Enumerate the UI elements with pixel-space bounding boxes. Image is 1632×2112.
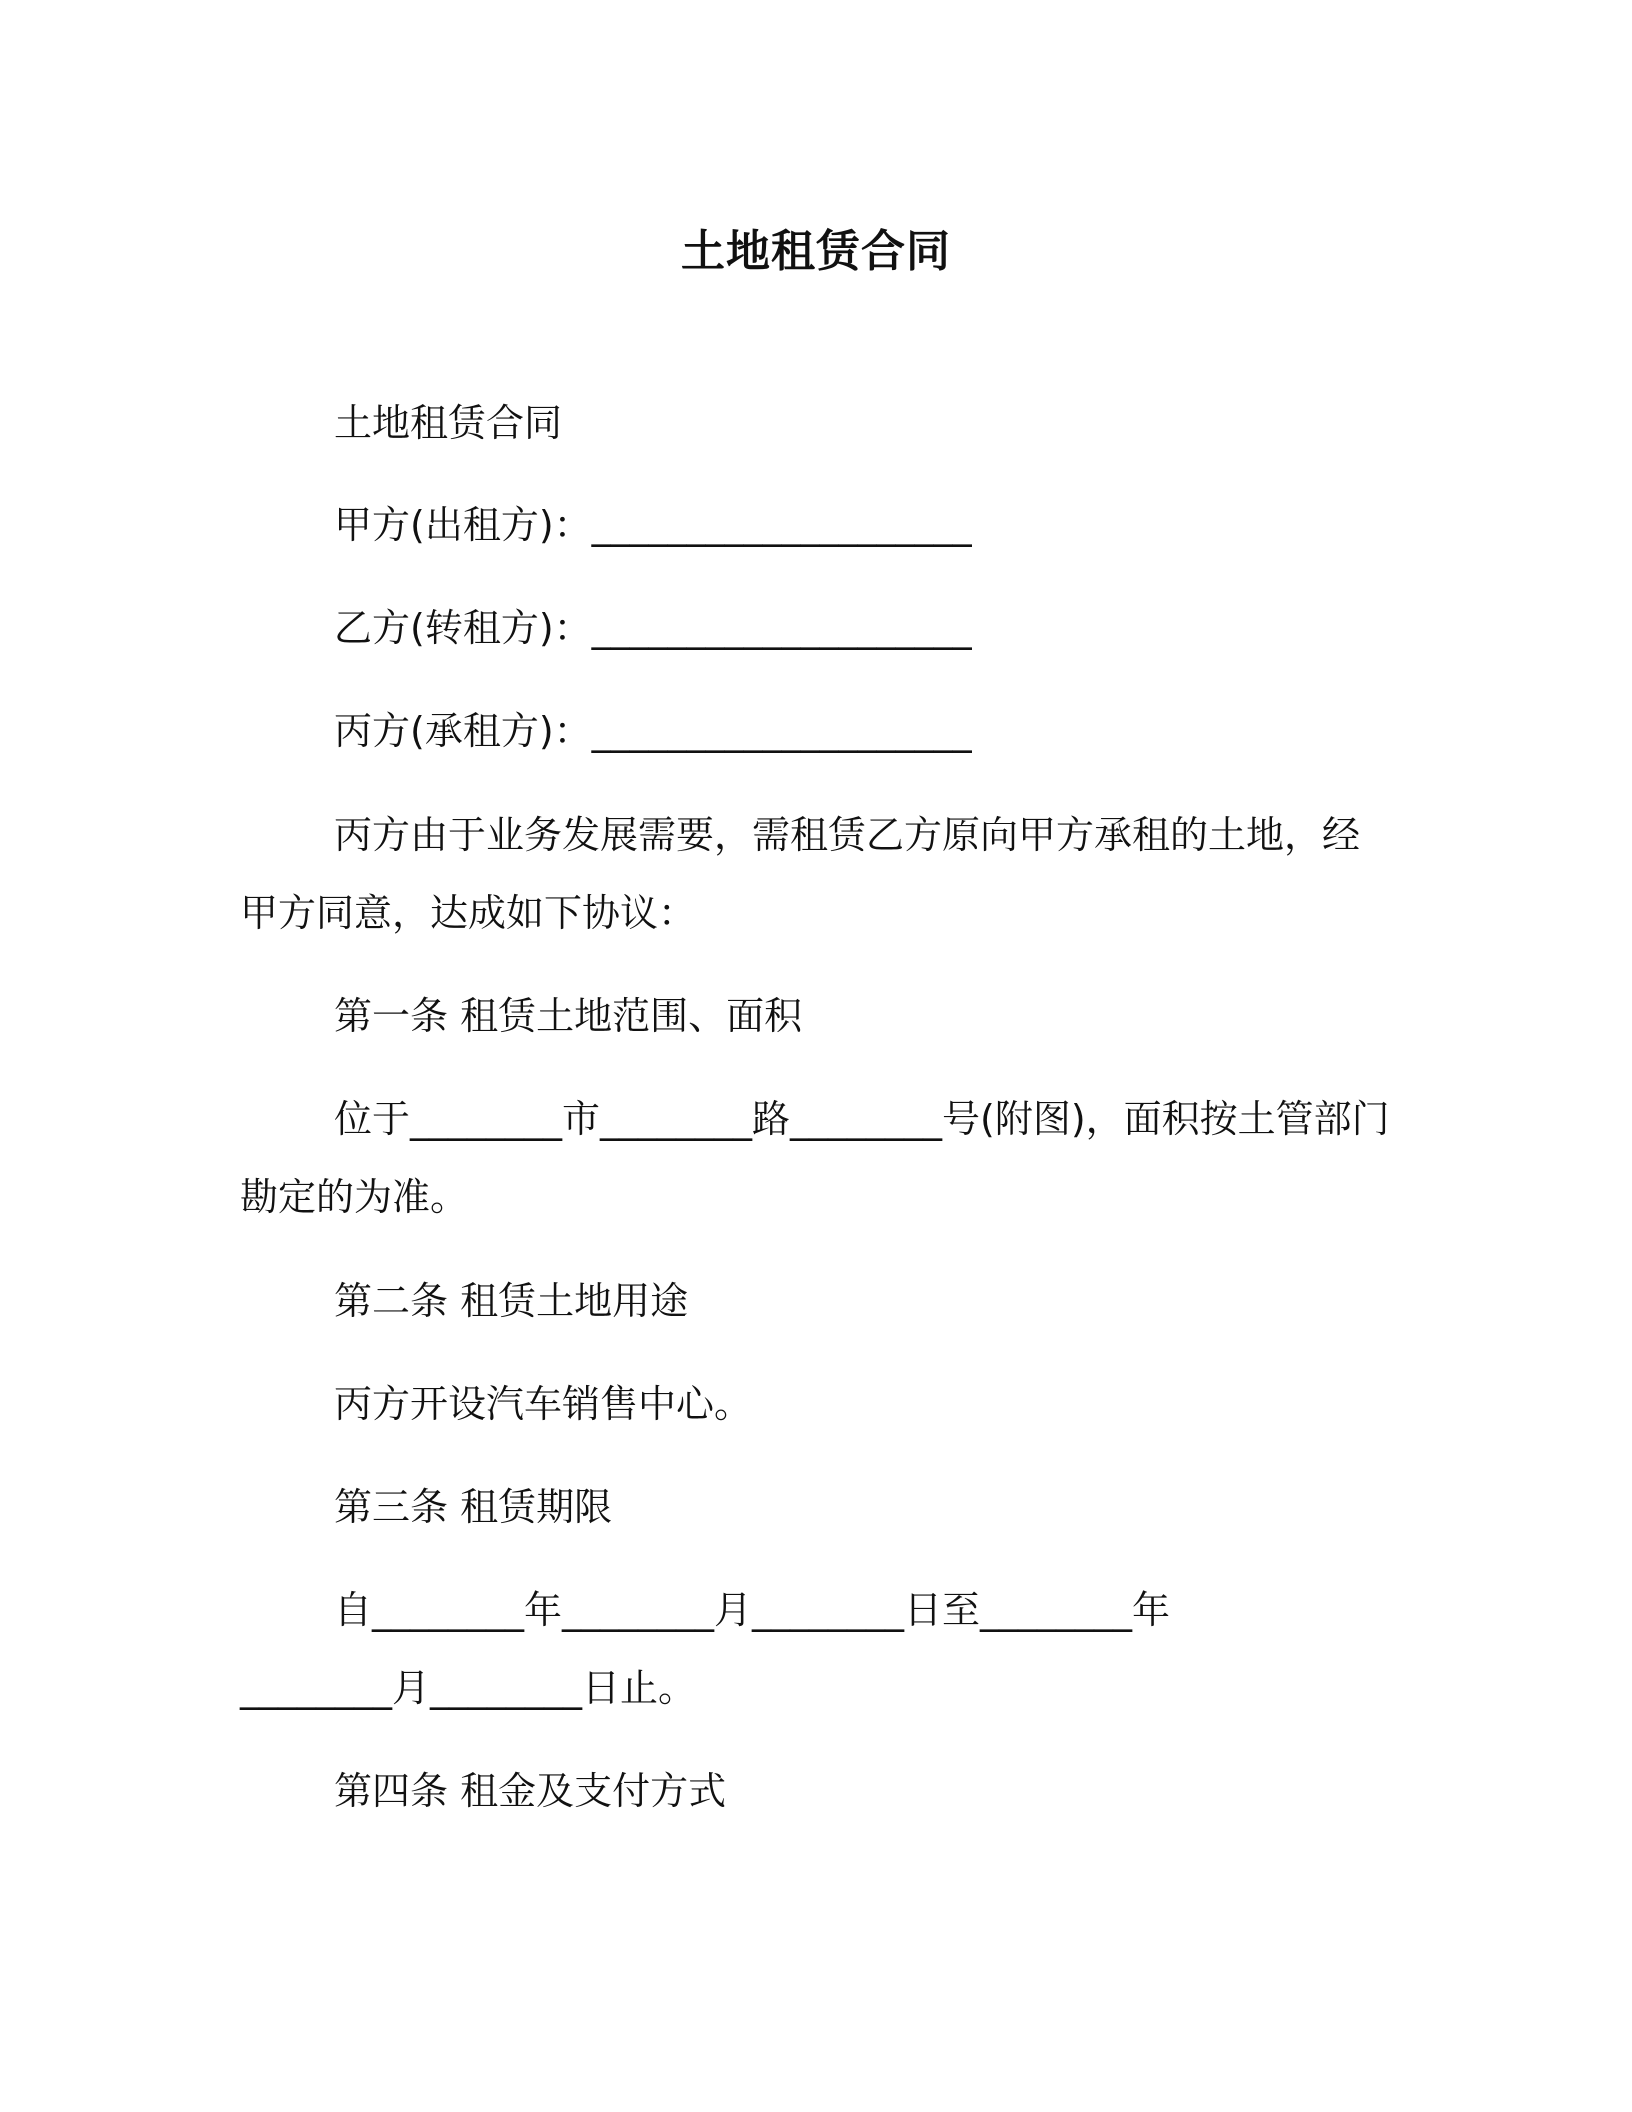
article-3-heading: 第三条 租赁期限 (334, 1485, 613, 1529)
article-3-body-line-1: 自________年________月________日至________年 (334, 1588, 1171, 1632)
party-a-line: 甲方(出租方)：____________________ (334, 503, 972, 547)
article-1-heading: 第一条 租赁土地范围、面积 (334, 994, 803, 1038)
party-c-line: 丙方(承租方)：____________________ (334, 709, 972, 753)
article-1-body: 位于________市________路________号(附图)，面积按土管部门勘定的为准。 (240, 1097, 1390, 1219)
article-4-heading: 第四条 租金及支付方式 (334, 1769, 727, 1813)
document-title: 土地租赁合同 (681, 226, 951, 277)
article-3-body-line-2: ________月________日止。 (240, 1666, 697, 1710)
article-2-heading: 第二条 租赁土地用途 (334, 1279, 689, 1323)
party-b-line: 乙方(转租方)：____________________ (334, 606, 972, 650)
document-subtitle: 土地租赁合同 (334, 401, 563, 445)
article-2-body: 丙方开设汽车销售中心。 (334, 1382, 753, 1426)
intro-paragraph: 丙方由于业务发展需要，需租赁乙方原向甲方承租的土地，经甲方同意，达成如下协议： (240, 813, 1361, 935)
